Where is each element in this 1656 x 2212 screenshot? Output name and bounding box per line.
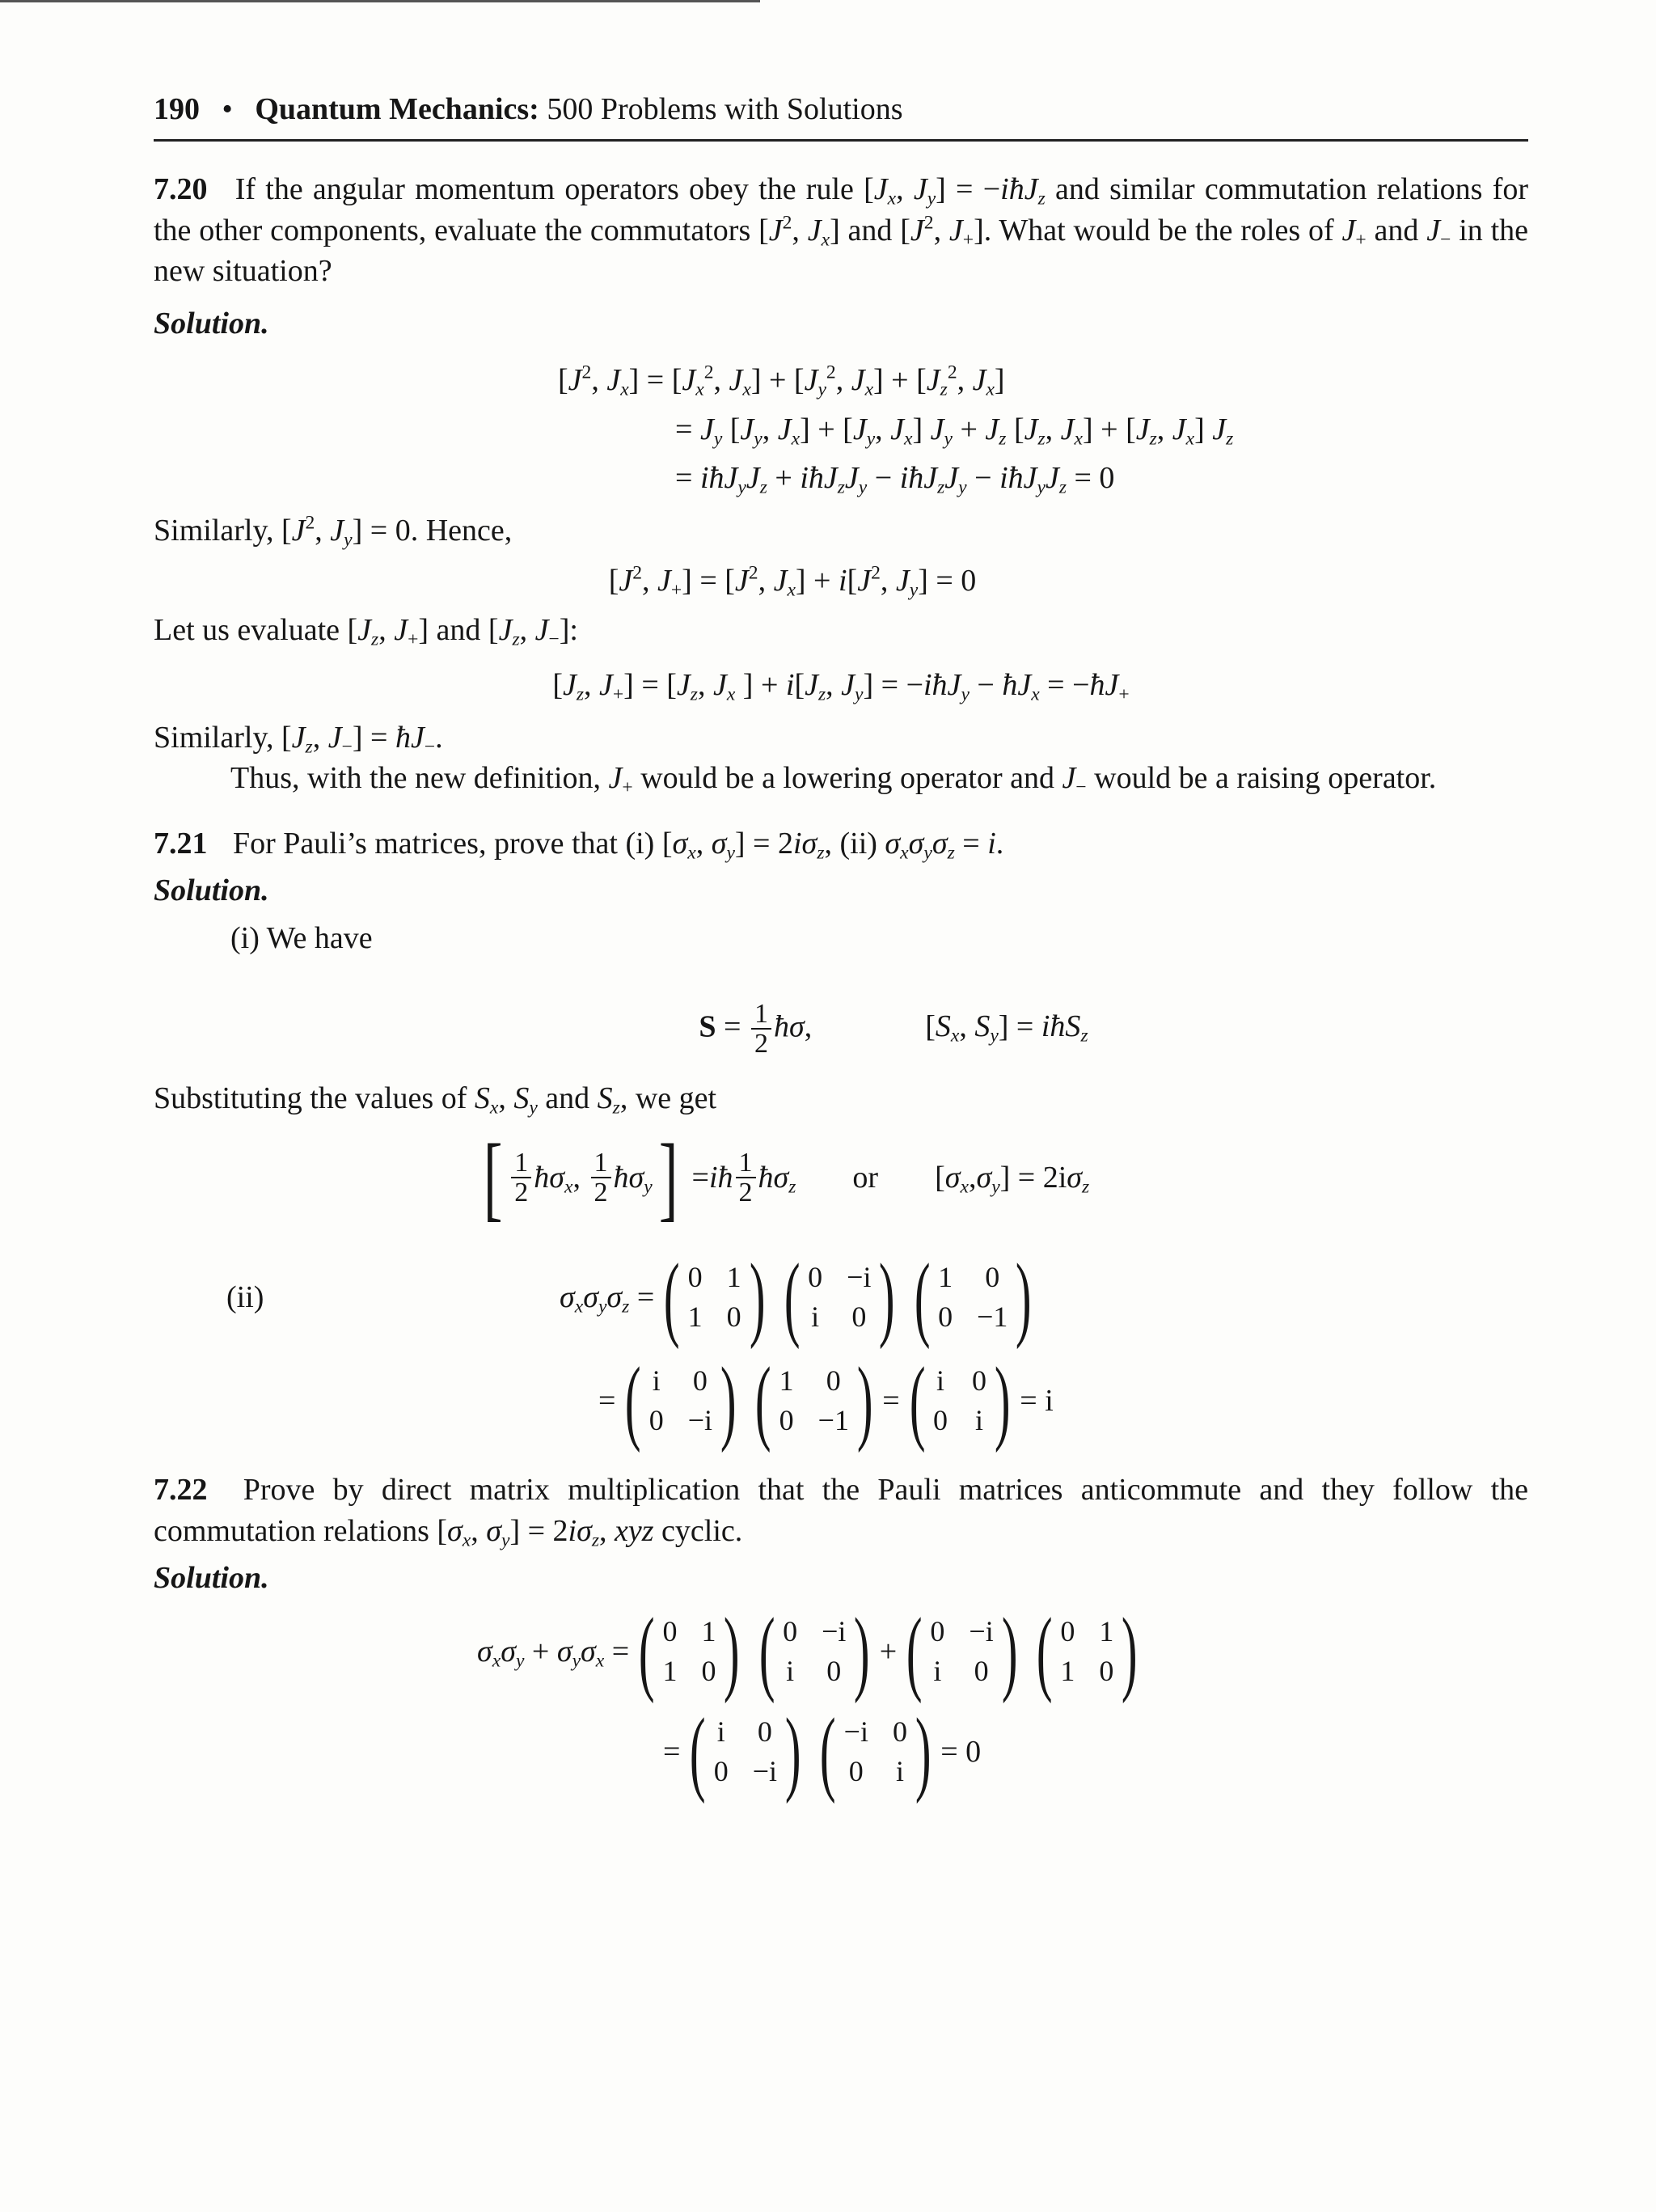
let-us-line: Let us evaluate [$J_z$, $J_+$] and [$J_z$, $J_-$]: [154,612,578,650]
product-line-1: (ii) $\sigma_x\sigma_y\sigma_z$ = ( 0 1 1 0 ) ( 0 −i i 0 ) ( 1 0 0 −1 ) [154,1250,1528,1345]
matrix-sigma-y: ( 0 −i i 0 ) [758,1598,870,1704]
substituting-line: Substituting the values of $S_x$, $S_y$ and $S_z$, we get [154,1081,717,1119]
scan-top-rule [0,0,760,2]
part-ii-label: (ii) [226,1280,264,1315]
problem-7-20: 7.20 If the angular momentum operators obey the rule [$J_x$, $J_y$] = −iħJ$_z$ and similar commutation relations for the other components, evaluate the commutators [$J^2$, $J_x$] and [$J^2$, $J_+$]. What would be the roles of $J_+$ and $J_-$ in the new situation? [154,172,1529,289]
problem-7-21: 7.21 For Pauli’s matrices, prove that (i) [$\sigma_x$, $\sigma_y] = 2i\sigma_z$, (ii) $\sigma_x\sigma_y\sigma_z = i$. [154,826,1004,864]
similarly-line-1: Similarly, [$J^2$, $J_y] = 0$. Hence, [154,512,513,551]
problem-number: 7.22 [154,1473,208,1508]
anticommute-line-2: = ( i 0 0 −i ) ( −i 0 0 i ) = 0 [663,1698,982,1804]
matrix-sigma-x: ( 0 1 1 0 ) [664,1244,766,1351]
or-text: or [852,1161,879,1195]
equation-block-1 [154,360,1528,499]
book-title-rest: 500 Problems with Solutions [547,92,903,126]
commutator-substitution: [ $\frac{1}{2}$ $ħ\sigma_x$ , $\frac{1}{2}$ $ħ\sigma_y$ ] = iħ $\frac{1}{2}$ $ħ\sigma_z$ or [ $\sigma_x$ , $\sigma_y$ ] = 2i $\sigma_z$ [483,1124,1090,1231]
equation-line: = $iħJ_yJ_z$ + $iħJ_zJ_y$ − $iħJ_zJ_y$ − $iħJ_yJ_z = 0$ [675,461,1115,498]
result-equals-zero: = 0 [940,1734,982,1769]
matrix-sigma-z: ( 1 0 0 −1 ) [755,1347,873,1454]
result-equals-i: = i [1020,1384,1054,1419]
header-bullet: • [222,92,233,126]
matrix-sigma-z: ( 1 0 0 −1 ) [914,1244,1032,1351]
problem-number: 7.20 [154,172,208,206]
anticommute-line-1: $\sigma_x\sigma_y + \sigma_y\sigma_x$ = ( 0 1 1 0 ) ( 0 −i i 0 ) + ( 0 −i i 0 ) ( 0 1 1 0 ) [477,1604,1528,1699]
part-i-label: (i) We have [230,920,373,955]
problem-7-22: 7.22 Prove by direct matrix multiplication that the Pauli matrices anticommute and they follow the commutation relations [$\sigma_x$, $\sigma_y] = 2i\sigma_z$, xyz cyclic. [154,1473,1528,1551]
book-title-bold: Quantum Mechanics: [255,92,539,126]
equation-line: = $J_y$ [$J_y$, $J_x] + [J_y$, $J_x$] $J_y + J_z$ [$J_z$, $J_x] + [J_z$, $J_x$] $J_z$ [675,412,1234,450]
matrix-sigma-y: ( 0 −i i 0 ) [906,1598,1018,1704]
book-page [154,89,1529,1804]
matrix-sigma-x: ( 0 1 1 0 ) [639,1598,740,1704]
equation-jz-jplus: [$J_z$, $J_+] = [J_z$, $J_x$ ] + $i[J_z$, $J_y$] = −iħJ$_y$ − $ħJ_x$ = $-ħJ_+$ [552,668,1130,705]
product-line-2: = ( i 0 0 −i ) ( 1 0 0 −1 ) = ( i 0 0 i ) = i [598,1347,1054,1454]
matrix-i-identity: ( i 0 0 i ) [909,1347,1011,1454]
solution-label: Solution. [154,1561,269,1596]
similarly-line-2: Similarly, [$J_z$, $J_-$] = $ħJ_-$. [154,720,443,758]
problem-number: 7.21 [154,826,208,861]
matrix-neg-i-diag: ( −i 0 0 i ) [820,1698,932,1804]
spin-equation: S = $\frac{1}{2}$ ħσ, [$S_x$, $S_y$] = iħS$_z$ [699,998,1088,1059]
solution-label: Solution. [154,873,269,908]
equation-line: [$J^2$, $J_x] = [J_x^2$, $J_x] + [J_y^2$, $J_x] + [J_z^2$, $J_x$] [558,362,1005,400]
running-header [154,89,1528,142]
equation-j-plus: [$J^2$, $J_+] = [J^2$, $J_x] + i[J^2$, $J_y] = 0$ [608,562,977,601]
conclusion-paragraph: Thus, with the new definition, $J_+$ would be a lowering operator and $J_-$ would be a raising operator. [230,761,1437,798]
solution-label: Solution. [154,306,269,340]
matrix-sigma-y: ( 0 −i i 0 ) [784,1244,895,1351]
matrix-i-diag: ( i 0 0 −i ) [625,1347,737,1454]
matrix-sigma-x: ( 0 1 1 0 ) [1036,1598,1138,1704]
page-number: 190 [154,92,200,126]
matrix-i-diag: ( i 0 0 −i ) [690,1698,801,1804]
